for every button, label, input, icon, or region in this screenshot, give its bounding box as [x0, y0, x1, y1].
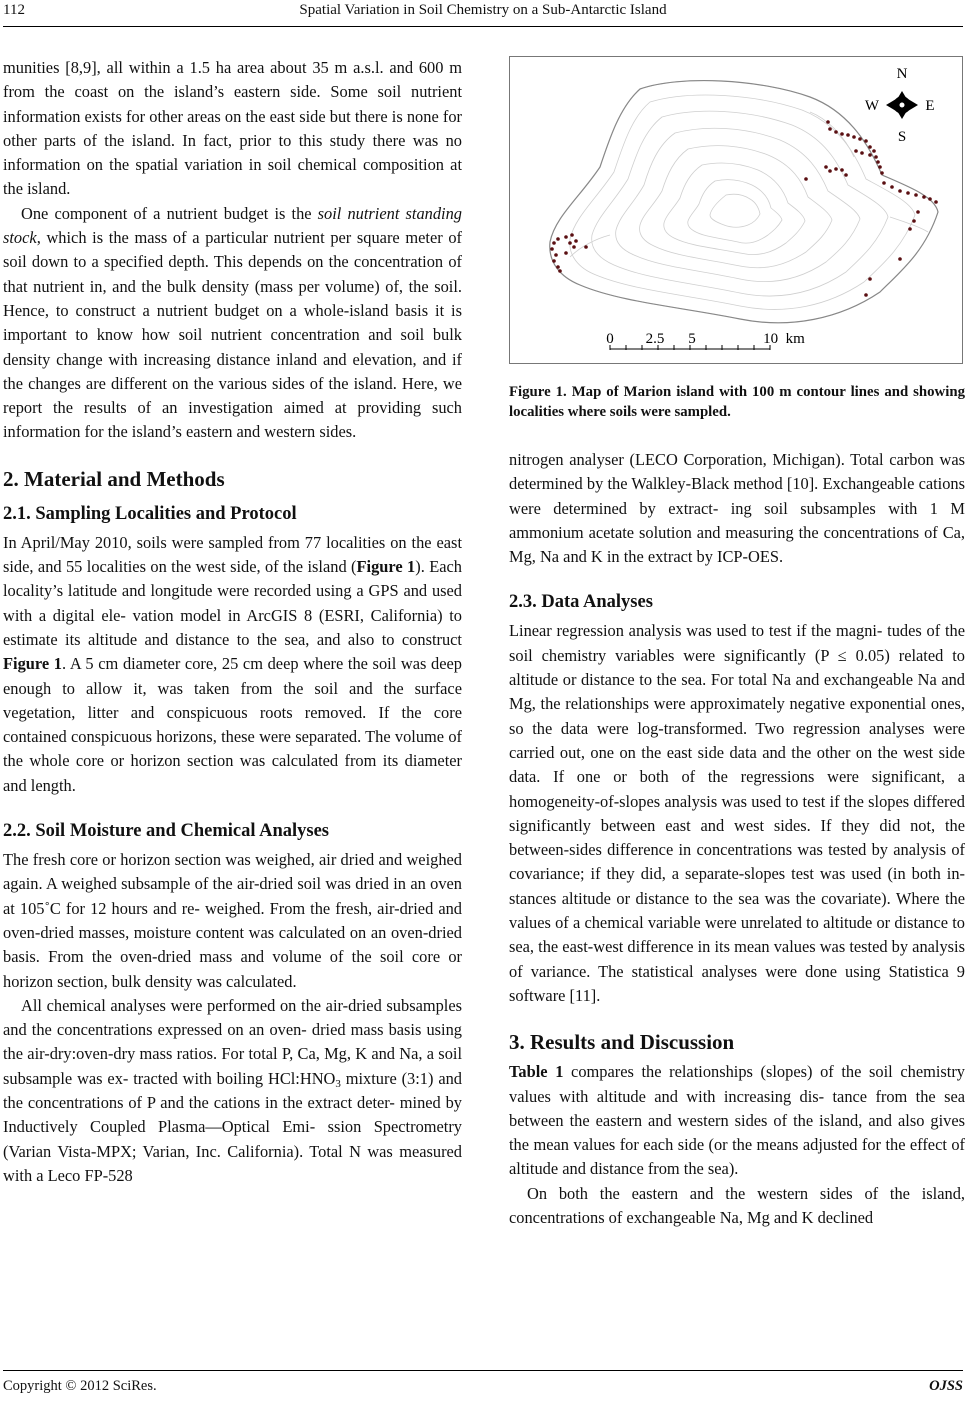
subsection-heading: 2.2. Soil Moisture and Chemical Analyses	[3, 821, 329, 842]
page-header	[0, 0, 966, 30]
contour-lines	[550, 81, 938, 323]
subsection-heading: 2.3. Data Analyses	[509, 592, 653, 613]
paragraph: All chemical analyses were performed on the air-dried subsamples and the concentrations expressed on an oven- dried mass basis using the air-dry:oven-dry mass ratios. For total P, Ca, Mg, K and Na, a soil subsample was ex- tracted with boiling $HCl:HNO_3$ mixture (3:1) and the concentrations of P and the cations in the extract deter- mined by Inductively Coupled Plasma—Optical Emi- ssion Spectrometry (Varian Vista-MPX; Varian, Inc. California). Total N was measured with a Leco FP-528	[3, 995, 462, 1185]
copyright-text: Copyright © 2012 SciRes.	[3, 1378, 157, 1394]
page-footer	[3, 1378, 963, 1395]
scale-bar	[606, 331, 805, 350]
journal-abbrev: OJSS	[929, 1378, 963, 1394]
page-number: 112	[3, 2, 25, 18]
figure-caption: Figure 1. Map of Marion island with 100 m contour lines and showing localities where soils were sampled.	[509, 384, 965, 420]
subsection-heading: 2.1. Sampling Localities and Protocol	[3, 503, 297, 524]
paragraph: One component of a nutrient budget is the soil nutrient standing stock, which is the mass of a particular nutrient per square meter of soil down to a specified depth. This depends on the concentration of that nutrient in, and the bulk density (mass per volume) of, the soil. Hence, to construct a nutrient budget on a whole-island basis it is important to know how soil nutrient concentration and soil bulk density change with increasing distance inland and elevation, and if the changes are different on the various sides of the island. Here, we report the results of an investigation aimed at providing such information for the island’s eastern and western sides.	[3, 203, 462, 442]
compass-north-label: N	[896, 66, 908, 82]
compass-east-label: E	[925, 98, 935, 114]
running-title: Spatial Variation in Soil Chemistry on a Sub-Antarctic Island	[299, 2, 667, 18]
scale-label: 0	[606, 331, 614, 347]
section-heading: 2. Material and Methods	[3, 466, 225, 491]
sampling-localities	[550, 120, 938, 297]
figure-1-map	[509, 56, 963, 364]
paragraph: On both the eastern and the western sides of the island, concentrations of exchangeable Na, Mg and K declined	[509, 1183, 965, 1228]
compass-south-label: S	[897, 129, 907, 145]
left-column	[3, 56, 462, 1188]
section-heading: 3. Results and Discussion	[509, 1030, 735, 1055]
scale-label: 5	[688, 331, 696, 347]
compass-west-label: W	[864, 98, 880, 114]
paragraph: munities [8,9], all within a 1.5 ha area about 35 m a.s.l. and 600 m from the coast on the island’s eastern side. Some soil nutrient information exists for other areas on the east side but there is none for other parts of the island. In fact, prior to this study there was no information on the spatial variation in soil chemical composition at the island.	[3, 58, 462, 199]
paragraph: Linear regression analysis was used to test if the magni- tudes of the soil chemistry variables were significantly (P ≤ 0.05) related to altitude or distance to the sea. For total Na and exchangeable Na and Mg, the relationships were approximately negative exponential ones, so the data were log-transformed. Two regression analyses were carried out, one on the east side data and the other on the west side data. If one or both of the regressions were significant, a homogeneity-of-slopes analysis was used to test if the slopes differed significantly between east and west sides. If they did not, the between-sides difference in concentrations was tested by analysis of covariance; if they did, a separate-slopes test was used (in both in- stances altitude or distance to the sea was the covariate). Where the values of a chemical variable were unrelated to altitude or distance to sea, the east-west difference in its mean values was tested by analysis of variance. The statistical analyses were done using Statistica 9 software [11].	[509, 621, 965, 1005]
paragraph: Table 1 compares the relationships (slopes) of the soil chemistry values with altitude and with increasing dis- tance from the sea between the eastern and western sides of the island, and also gives the mean values for each side (or the means adjusted for the effect of altitude and distance from the sea).	[509, 1062, 965, 1179]
scale-label: 10 km	[763, 331, 805, 347]
island-map	[510, 57, 962, 363]
paragraph: nitrogen analyser (LECO Corporation, Michigan). Total carbon was determined by the Walkley-Black method [10]. Exchangeable cations were determined by extract- ing soil subsamples with 1 M ammonium acetate solution and measuring the concentrations of Ca, Mg, Na and K in the extract by ICP-OES.	[509, 450, 965, 567]
right-column	[509, 448, 965, 1230]
scale-label: 2.5	[645, 331, 665, 347]
paragraph: The fresh core or horizon section was weighed, air dried and weighed again. A weighed subsample of the air-dried soil was dried in an oven at 105˚C for 12 hours and re- weighed. From the fresh, air-dried and oven-dried masses, moisture content was calculated on an oven-dried basis. From the oven-dried mass and volume of the soil core or horizon section, bulk density was calculated.	[3, 850, 462, 991]
paragraph: In April/May 2010, soils were sampled from 77 localities on the east side, and 55 localities on the west side, of the island (Figure 1). Each locality’s latitude and longitude were recorded using a GPS and used with a digital ele- vation model in ArcGIS 8 (ESRI, California) to estimate its altitude and distance to the sea, and also to construct Figure 1. A 5 cm diameter core, 25 cm deep where the soil was deep enough to allow it, was taken from the soil and the surface vegetation, litter and conspicuous roots removed. If the core contained conspicuous horizons, these were separated. The volume of the whole core or horizon section was calculated from its diameter and length.	[3, 532, 462, 795]
footer-rule	[3, 1370, 963, 1371]
island-outline	[550, 81, 938, 323]
compass-rose	[886, 91, 918, 119]
header-rule	[3, 26, 963, 27]
